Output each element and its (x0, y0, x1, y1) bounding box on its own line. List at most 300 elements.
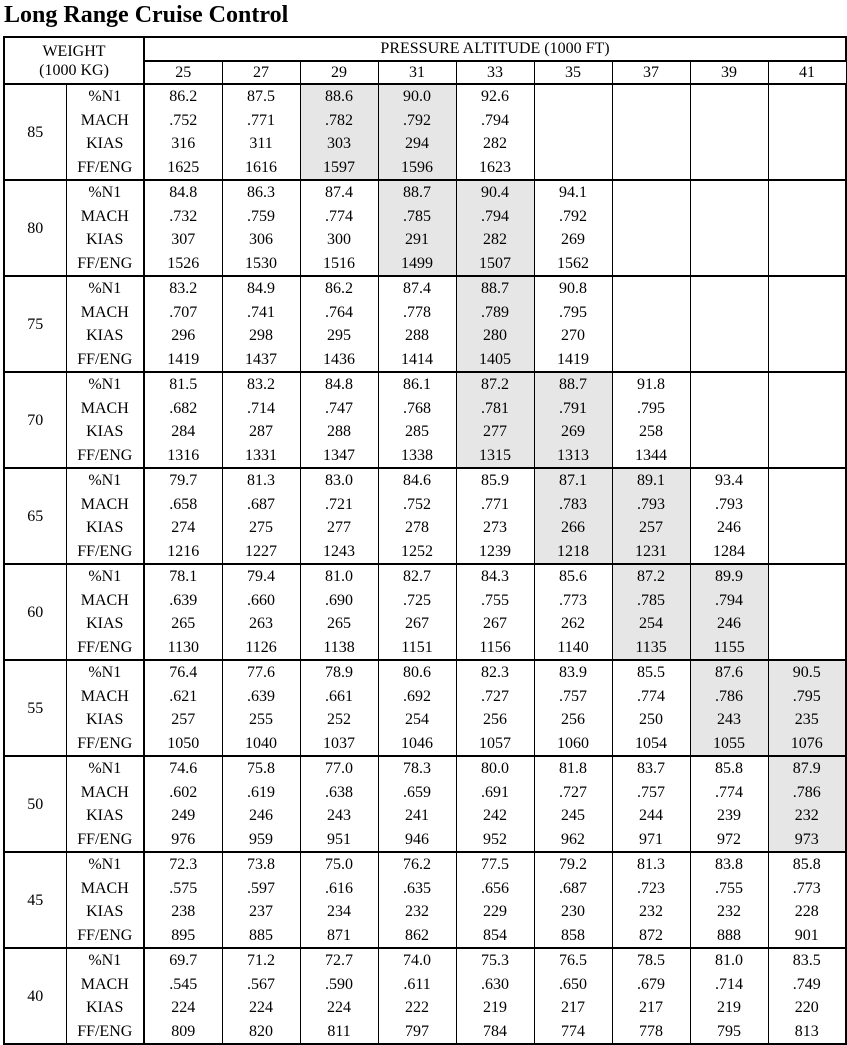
value-cell: 1419 (534, 348, 612, 373)
table-row (4, 636, 846, 661)
value-cell (612, 228, 690, 252)
value-cell: 1138 (300, 636, 378, 661)
table-row (4, 468, 846, 493)
parameter-label: %N1 (66, 756, 144, 781)
value-cell: 75.3 (456, 948, 534, 973)
value-cell: 296 (144, 324, 222, 348)
value-cell: 1597 (300, 156, 378, 181)
value-cell: .773 (768, 877, 846, 901)
value-cell: 81.5 (144, 372, 222, 397)
value-cell: 84.6 (378, 468, 456, 493)
weight-cell: 65 (4, 468, 66, 564)
value-cell: 284 (144, 420, 222, 444)
value-cell: 71.2 (222, 948, 300, 973)
value-cell: 1625 (144, 156, 222, 181)
value-cell: .741 (222, 301, 300, 325)
value-cell: .774 (690, 781, 768, 805)
parameter-label: FF/ENG (66, 348, 144, 373)
parameter-label: MACH (66, 493, 144, 517)
parameter-label: FF/ENG (66, 828, 144, 853)
value-cell: 85.9 (456, 468, 534, 493)
value-cell: .661 (300, 685, 378, 709)
value-cell: 280 (456, 324, 534, 348)
table-row (4, 493, 846, 517)
value-cell: 80.0 (456, 756, 534, 781)
value-cell: .755 (690, 877, 768, 901)
value-cell: 72.3 (144, 852, 222, 877)
value-cell: 274 (144, 516, 222, 540)
value-cell: 1243 (300, 540, 378, 565)
value-cell: 976 (144, 828, 222, 853)
value-cell (768, 444, 846, 469)
value-cell: 224 (144, 996, 222, 1020)
value-cell: 235 (768, 708, 846, 732)
value-cell (768, 180, 846, 205)
table-row (4, 180, 846, 205)
table-row (4, 444, 846, 469)
value-cell: 88.7 (378, 180, 456, 205)
value-cell: 269 (534, 228, 612, 252)
value-cell: 81.3 (222, 468, 300, 493)
parameter-label: KIAS (66, 516, 144, 540)
parameter-label: FF/ENG (66, 156, 144, 181)
value-cell: 265 (300, 612, 378, 636)
table-row (4, 420, 846, 444)
altitude-column-header: 35 (534, 61, 612, 84)
value-cell: 217 (534, 996, 612, 1020)
value-cell: 220 (768, 996, 846, 1020)
weight-cell: 70 (4, 372, 66, 468)
value-cell: 83.0 (300, 468, 378, 493)
value-cell: 1140 (534, 636, 612, 661)
parameter-label: KIAS (66, 804, 144, 828)
parameter-label: %N1 (66, 660, 144, 685)
parameter-label: FF/ENG (66, 636, 144, 661)
weight-cell: 75 (4, 276, 66, 372)
value-cell: 1616 (222, 156, 300, 181)
value-cell: .793 (690, 493, 768, 517)
value-cell: 81.3 (612, 852, 690, 877)
value-cell: 219 (456, 996, 534, 1020)
value-cell: .792 (534, 205, 612, 229)
value-cell (534, 84, 612, 109)
value-cell: 307 (144, 228, 222, 252)
value-cell: .659 (378, 781, 456, 805)
value-cell: 83.2 (222, 372, 300, 397)
value-cell: 288 (378, 324, 456, 348)
value-cell: 959 (222, 828, 300, 853)
value-cell: 1155 (690, 636, 768, 661)
value-cell: .757 (612, 781, 690, 805)
value-cell: 90.0 (378, 84, 456, 109)
value-cell: .727 (456, 685, 534, 709)
value-cell: .690 (300, 589, 378, 613)
altitude-column-header: 37 (612, 61, 690, 84)
value-cell: 1596 (378, 156, 456, 181)
table-row (4, 109, 846, 133)
value-cell: 84.8 (300, 372, 378, 397)
value-cell: 88.6 (300, 84, 378, 109)
value-cell: 1516 (300, 252, 378, 277)
value-cell: 872 (612, 924, 690, 949)
value-cell: 885 (222, 924, 300, 949)
value-cell: 273 (456, 516, 534, 540)
value-cell: 277 (456, 420, 534, 444)
value-cell: 78.3 (378, 756, 456, 781)
value-cell: .727 (534, 781, 612, 805)
value-cell: .774 (300, 205, 378, 229)
value-cell: 1338 (378, 444, 456, 469)
parameter-label: KIAS (66, 612, 144, 636)
value-cell (690, 276, 768, 301)
parameter-label: %N1 (66, 180, 144, 205)
value-cell: 89.9 (690, 564, 768, 589)
parameter-label: MACH (66, 301, 144, 325)
value-cell: 86.2 (144, 84, 222, 109)
value-cell (690, 84, 768, 109)
value-cell: 1347 (300, 444, 378, 469)
value-cell: .602 (144, 781, 222, 805)
value-cell: 83.9 (534, 660, 612, 685)
value-cell (690, 228, 768, 252)
value-cell: 311 (222, 132, 300, 156)
value-cell: 1526 (144, 252, 222, 277)
value-cell: 1414 (378, 348, 456, 373)
value-cell: 262 (534, 612, 612, 636)
value-cell: 1151 (378, 636, 456, 661)
value-cell: 971 (612, 828, 690, 853)
value-cell: 243 (690, 708, 768, 732)
value-cell: 246 (690, 612, 768, 636)
value-cell: 1405 (456, 348, 534, 373)
parameter-label: FF/ENG (66, 444, 144, 469)
value-cell: .793 (612, 493, 690, 517)
value-cell: 77.0 (300, 756, 378, 781)
value-cell: 946 (378, 828, 456, 853)
value-cell: .590 (300, 973, 378, 997)
value-cell: 87.5 (222, 84, 300, 109)
table-row (4, 205, 846, 229)
parameter-label: MACH (66, 781, 144, 805)
table-row (4, 564, 846, 589)
value-cell: 232 (690, 900, 768, 924)
table-row (4, 228, 846, 252)
value-cell: 1126 (222, 636, 300, 661)
value-cell: 1331 (222, 444, 300, 469)
table-row (4, 301, 846, 325)
value-cell: 249 (144, 804, 222, 828)
value-cell: 265 (144, 612, 222, 636)
value-cell: 255 (222, 708, 300, 732)
value-cell (768, 540, 846, 565)
parameter-label: %N1 (66, 276, 144, 301)
value-cell: .725 (378, 589, 456, 613)
value-cell: 79.7 (144, 468, 222, 493)
value-cell: 229 (456, 900, 534, 924)
value-cell: .545 (144, 973, 222, 997)
value-cell (612, 132, 690, 156)
value-cell (768, 276, 846, 301)
value-cell: 85.6 (534, 564, 612, 589)
parameter-label: MACH (66, 205, 144, 229)
value-cell (768, 84, 846, 109)
value-cell: 291 (378, 228, 456, 252)
value-cell: 306 (222, 228, 300, 252)
weight-cell: 50 (4, 756, 66, 852)
value-cell: 73.8 (222, 852, 300, 877)
altitude-column-header: 27 (222, 61, 300, 84)
weight-header-label: WEIGHT (1000 KG) (39, 42, 109, 79)
value-cell (768, 132, 846, 156)
value-cell: 809 (144, 1020, 222, 1045)
value-cell: 282 (456, 228, 534, 252)
value-cell (768, 516, 846, 540)
value-cell (612, 84, 690, 109)
value-cell: 288 (300, 420, 378, 444)
value-cell: 254 (612, 612, 690, 636)
parameter-label: MACH (66, 589, 144, 613)
value-cell: 83.2 (144, 276, 222, 301)
value-cell: 1135 (612, 636, 690, 661)
value-cell: 90.8 (534, 276, 612, 301)
table-row (4, 685, 846, 709)
value-cell: 76.4 (144, 660, 222, 685)
value-cell: 270 (534, 324, 612, 348)
parameter-label: MACH (66, 685, 144, 709)
value-cell: .755 (456, 589, 534, 613)
table-row (4, 156, 846, 181)
value-cell: 813 (768, 1020, 846, 1045)
value-cell: 78.1 (144, 564, 222, 589)
value-cell: 858 (534, 924, 612, 949)
table-row (4, 732, 846, 757)
value-cell: 256 (456, 708, 534, 732)
value-cell: 316 (144, 132, 222, 156)
value-cell: 88.7 (534, 372, 612, 397)
value-cell: 94.1 (534, 180, 612, 205)
value-cell: 1284 (690, 540, 768, 565)
table-row (4, 84, 846, 109)
value-cell (612, 205, 690, 229)
weight-cell: 60 (4, 564, 66, 660)
value-cell: 232 (612, 900, 690, 924)
table-row (4, 612, 846, 636)
parameter-label: KIAS (66, 228, 144, 252)
value-cell: 300 (300, 228, 378, 252)
value-cell: 90.4 (456, 180, 534, 205)
value-cell: .783 (534, 493, 612, 517)
value-cell: .786 (768, 781, 846, 805)
value-cell: 854 (456, 924, 534, 949)
table-row (4, 973, 846, 997)
value-cell: 267 (378, 612, 456, 636)
value-cell: .795 (612, 397, 690, 421)
table-row (4, 324, 846, 348)
parameter-label: %N1 (66, 948, 144, 973)
value-cell: .781 (456, 397, 534, 421)
value-cell (768, 348, 846, 373)
value-cell: .768 (378, 397, 456, 421)
table-row (4, 828, 846, 853)
value-cell: .682 (144, 397, 222, 421)
parameter-label: KIAS (66, 708, 144, 732)
table-row (4, 996, 846, 1020)
value-cell (690, 205, 768, 229)
value-cell: .764 (300, 301, 378, 325)
weight-cell: 40 (4, 948, 66, 1044)
parameter-label: %N1 (66, 852, 144, 877)
value-cell: 85.8 (768, 852, 846, 877)
value-cell: 86.1 (378, 372, 456, 397)
value-cell: 298 (222, 324, 300, 348)
value-cell: 77.5 (456, 852, 534, 877)
value-cell: 1437 (222, 348, 300, 373)
value-cell: .795 (768, 685, 846, 709)
value-cell (612, 156, 690, 181)
value-cell: 83.7 (612, 756, 690, 781)
value-cell (690, 109, 768, 133)
parameter-label: %N1 (66, 564, 144, 589)
value-cell: 811 (300, 1020, 378, 1045)
value-cell: 81.0 (300, 564, 378, 589)
value-cell: 1046 (378, 732, 456, 757)
value-cell: 1216 (144, 540, 222, 565)
value-cell: .778 (378, 301, 456, 325)
value-cell: .639 (144, 589, 222, 613)
value-cell: 1057 (456, 732, 534, 757)
value-cell: 219 (690, 996, 768, 1020)
value-cell: 256 (534, 708, 612, 732)
value-cell (690, 132, 768, 156)
value-cell: 80.6 (378, 660, 456, 685)
value-cell: 84.8 (144, 180, 222, 205)
value-cell: 238 (144, 900, 222, 924)
value-cell (768, 252, 846, 277)
table-row (4, 804, 846, 828)
value-cell (768, 205, 846, 229)
value-cell: 74.0 (378, 948, 456, 973)
value-cell: 1562 (534, 252, 612, 277)
value-cell: .575 (144, 877, 222, 901)
table-row (4, 852, 846, 877)
value-cell: 82.7 (378, 564, 456, 589)
value-cell (768, 228, 846, 252)
value-cell: 78.9 (300, 660, 378, 685)
value-cell: 237 (222, 900, 300, 924)
table-row (4, 877, 846, 901)
value-cell: 269 (534, 420, 612, 444)
value-cell: 266 (534, 516, 612, 540)
value-cell (690, 348, 768, 373)
value-cell: .714 (222, 397, 300, 421)
value-cell: 1231 (612, 540, 690, 565)
value-cell: .638 (300, 781, 378, 805)
value-cell: .774 (612, 685, 690, 709)
altitude-column-header: 25 (144, 61, 222, 84)
parameter-label: FF/ENG (66, 1020, 144, 1045)
parameter-label: MACH (66, 877, 144, 901)
value-cell: 263 (222, 612, 300, 636)
value-cell (768, 468, 846, 493)
value-cell: 242 (456, 804, 534, 828)
value-cell: 895 (144, 924, 222, 949)
value-cell: .611 (378, 973, 456, 997)
value-cell: 275 (222, 516, 300, 540)
weight-cell: 55 (4, 660, 66, 756)
value-cell (690, 397, 768, 421)
value-cell: 241 (378, 804, 456, 828)
value-cell: 78.5 (612, 948, 690, 973)
value-cell: 774 (534, 1020, 612, 1045)
value-cell (768, 397, 846, 421)
value-cell: 234 (300, 900, 378, 924)
value-cell: 862 (378, 924, 456, 949)
value-cell: .616 (300, 877, 378, 901)
value-cell: 951 (300, 828, 378, 853)
value-cell: 222 (378, 996, 456, 1020)
value-cell: .658 (144, 493, 222, 517)
parameter-label: FF/ENG (66, 732, 144, 757)
value-cell: 1419 (144, 348, 222, 373)
value-cell: 250 (612, 708, 690, 732)
value-cell: 254 (378, 708, 456, 732)
value-cell: .656 (456, 877, 534, 901)
value-cell: .771 (456, 493, 534, 517)
parameter-label: MACH (66, 397, 144, 421)
value-cell: 797 (378, 1020, 456, 1045)
table-row (4, 900, 846, 924)
value-cell: .679 (612, 973, 690, 997)
value-cell: 75.8 (222, 756, 300, 781)
value-cell: 962 (534, 828, 612, 853)
value-cell (768, 324, 846, 348)
value-cell: 257 (612, 516, 690, 540)
table-row (4, 948, 846, 973)
value-cell: 84.9 (222, 276, 300, 301)
value-cell (768, 420, 846, 444)
value-cell: 1050 (144, 732, 222, 757)
table-row (4, 372, 846, 397)
weight-cell: 45 (4, 852, 66, 948)
value-cell: 1252 (378, 540, 456, 565)
value-cell: 86.2 (300, 276, 378, 301)
value-cell: 1076 (768, 732, 846, 757)
parameter-label: KIAS (66, 420, 144, 444)
value-cell: .687 (534, 877, 612, 901)
value-cell: 1054 (612, 732, 690, 757)
value-cell (690, 324, 768, 348)
value-cell: 1530 (222, 252, 300, 277)
value-cell (768, 109, 846, 133)
value-cell (612, 301, 690, 325)
long-range-cruise-table (3, 36, 847, 1045)
value-cell: 224 (300, 996, 378, 1020)
altitude-column-header: 31 (378, 61, 456, 84)
value-cell: 232 (378, 900, 456, 924)
value-cell: .747 (300, 397, 378, 421)
value-cell: 246 (222, 804, 300, 828)
value-cell (612, 276, 690, 301)
value-cell: 87.9 (768, 756, 846, 781)
table-row (4, 781, 846, 805)
value-cell: 257 (144, 708, 222, 732)
value-cell: .732 (144, 205, 222, 229)
value-cell: 79.2 (534, 852, 612, 877)
value-cell: 79.4 (222, 564, 300, 589)
value-cell: .752 (144, 109, 222, 133)
value-cell: 87.1 (534, 468, 612, 493)
value-cell: 87.6 (690, 660, 768, 685)
